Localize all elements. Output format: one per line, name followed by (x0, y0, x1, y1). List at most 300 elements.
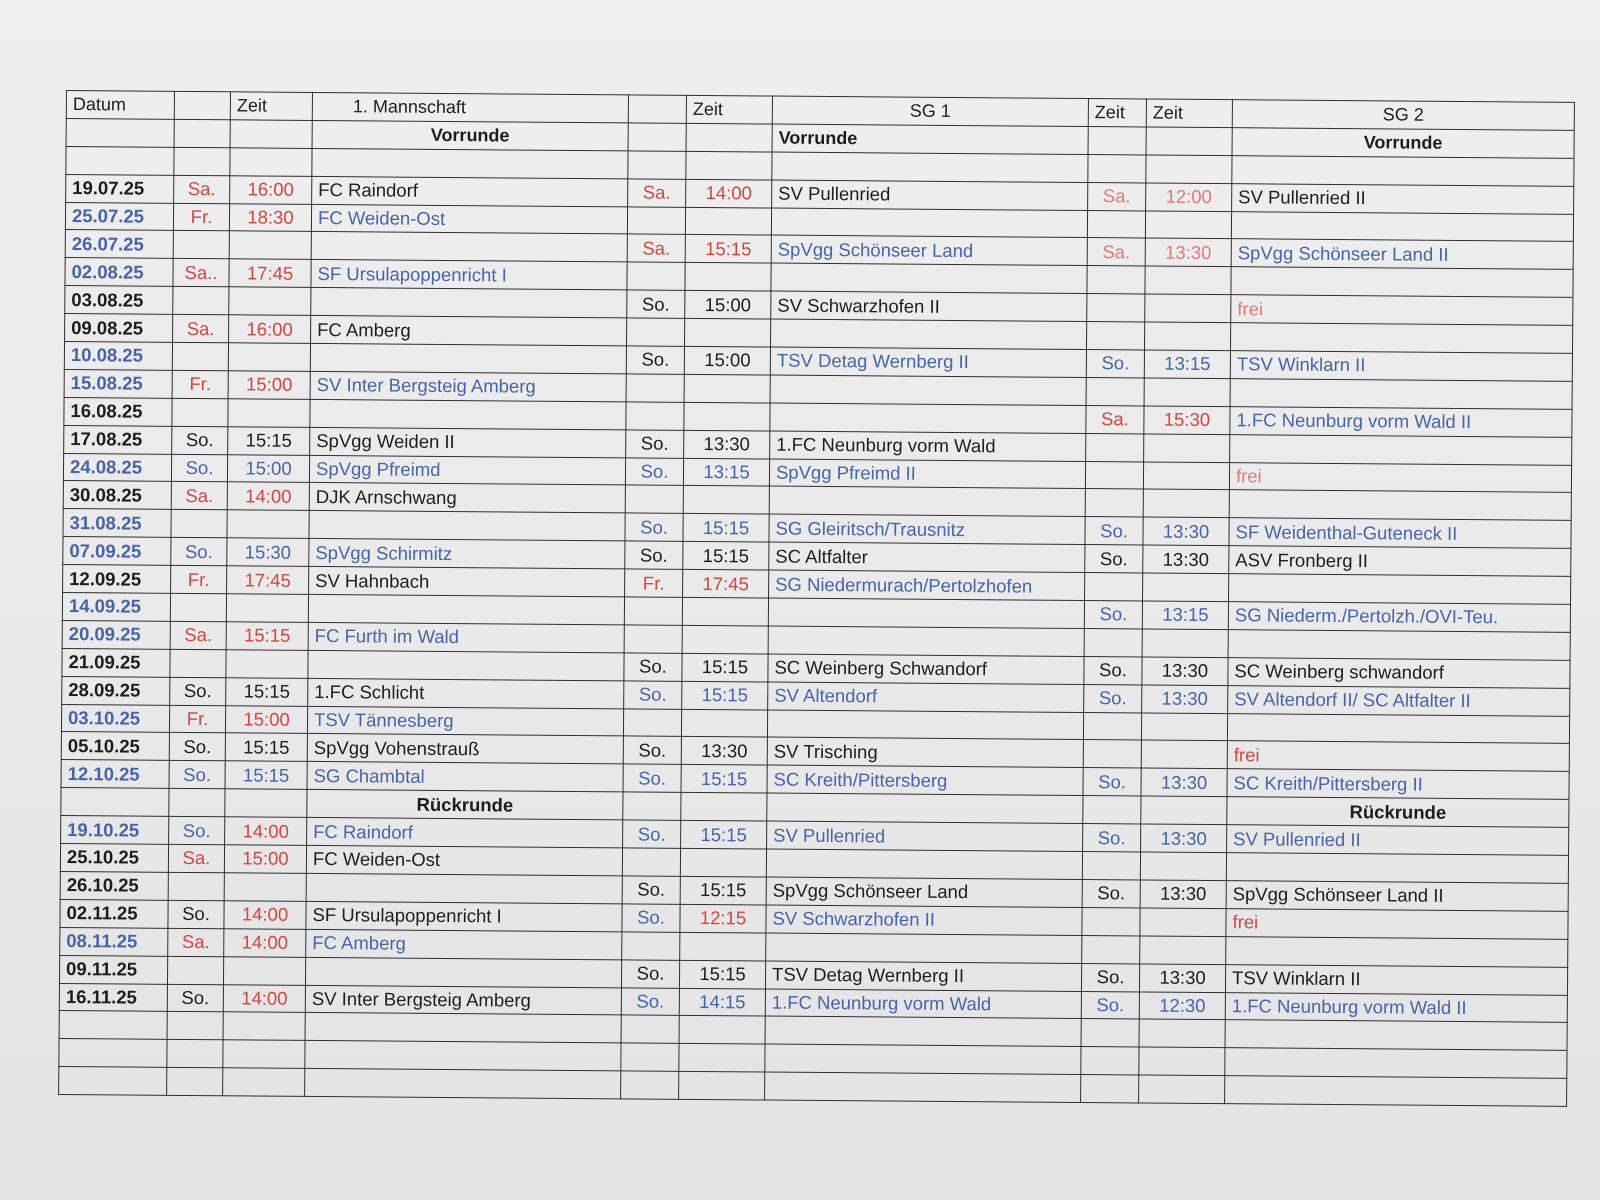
weekday-sg1 (627, 318, 685, 346)
opponent-sg1: SpVgg Schönseer Land (766, 877, 1082, 907)
header-zeit-2: Zeit (686, 95, 772, 124)
opponent-sg2 (1229, 574, 1571, 605)
time-sg1 (683, 486, 769, 515)
time-sg1: 15:15 (681, 821, 767, 850)
weekday-sg1 (626, 402, 684, 430)
opponent-sg1: 1.FC Neunburg vorm Wald (770, 431, 1086, 461)
time-1: 14:00 (227, 482, 309, 511)
time-1 (223, 956, 305, 985)
opponent-sg1 (770, 375, 1086, 405)
weekday-1 (170, 593, 226, 621)
weekday-1: Sa. (170, 621, 226, 649)
opponent-sg1: TSV Detag Wernberg II (765, 961, 1081, 991)
opponent-1: SV Inter Bergsteig Amberg (305, 985, 621, 1015)
opponent-1 (311, 232, 627, 262)
opponent-sg1: SV Pullenried (772, 180, 1088, 210)
match-date: 15.08.25 (64, 369, 172, 398)
opponent-1 (306, 873, 622, 903)
weekday-sg1: Fr. (625, 569, 683, 597)
weekday-sg1: So. (621, 960, 679, 988)
opponent-sg2: SC Weinberg schwandorf (1228, 657, 1570, 688)
time-sg1 (685, 263, 771, 292)
opponent-sg1 (771, 319, 1087, 349)
weekday-sg2: So. (1084, 656, 1142, 684)
weekday-sg2: So. (1086, 350, 1144, 378)
weekday-1: Sa. (171, 482, 227, 510)
opponent-sg2: SC Kreith/Pittersberg II (1227, 769, 1569, 800)
opponent-sg2: frei (1227, 741, 1569, 772)
time-sg2: 13:30 (1141, 824, 1227, 853)
opponent-sg1: SpVgg Pfreimd II (769, 459, 1085, 489)
weekday-sg2: So. (1081, 963, 1139, 991)
match-date: 16.11.25 (59, 983, 167, 1012)
weekday-1: So. (171, 454, 227, 482)
opponent-sg2 (1227, 713, 1569, 744)
weekday-sg1: So. (625, 457, 683, 485)
weekday-sg1: So. (623, 764, 681, 792)
opponent-1: SG Chambtal (307, 762, 623, 792)
weekday-sg2: So. (1085, 545, 1143, 573)
weekday-1: Sa. (173, 314, 229, 342)
match-date: 12.10.25 (61, 760, 169, 789)
time-sg2 (1140, 908, 1226, 937)
weekday-1: Sa. (168, 928, 224, 956)
header-mannschaft (312, 92, 628, 122)
time-sg1 (684, 374, 770, 403)
rueckrunde-label-sg2: Rückrunde (1227, 797, 1569, 828)
rueckrunde-label-1: Rückrunde (307, 790, 623, 820)
weekday-sg1 (624, 625, 682, 653)
time-1 (226, 650, 308, 679)
match-date: 02.11.25 (60, 899, 168, 928)
weekday-sg2: So. (1083, 824, 1141, 852)
opponent-sg2: ASV Fronberg II (1229, 546, 1571, 577)
match-date: 26.07.25 (65, 230, 173, 259)
opponent-sg1: SV Altendorf (768, 682, 1084, 712)
weekday-1: Sa.. (173, 259, 229, 287)
match-date: 20.09.25 (62, 620, 170, 649)
weekday-1: So. (169, 733, 225, 761)
weekday-sg2: Sa. (1088, 182, 1146, 210)
opponent-1 (308, 594, 624, 624)
opponent-sg1: SV Schwarzhofen II (766, 905, 1082, 935)
match-date: 05.10.25 (61, 732, 169, 761)
time-sg2: 15:30 (1144, 406, 1230, 435)
opponent-sg2: frei (1226, 908, 1568, 939)
weekday-1: So. (167, 984, 223, 1012)
weekday-1 (172, 398, 228, 426)
opponent-sg2: SG Niederm./Pertolzh./OVI-Teu. (1228, 602, 1570, 633)
time-sg2 (1143, 573, 1229, 602)
opponent-1: FC Weiden-Ost (311, 204, 627, 234)
time-sg1: 12:15 (680, 904, 766, 933)
time-1 (227, 510, 309, 539)
weekday-sg2 (1084, 628, 1142, 656)
time-sg1: 15:00 (684, 346, 770, 375)
match-date: 08.11.25 (60, 927, 168, 956)
opponent-1 (310, 343, 626, 373)
time-sg2: 13:30 (1143, 517, 1229, 546)
weekday-1 (172, 342, 228, 370)
opponent-sg1 (769, 487, 1085, 517)
time-sg1 (684, 402, 770, 431)
opponent-sg1: SC Weinberg Schwandorf (768, 654, 1084, 684)
opponent-sg1: TSV Detag Wernberg II (770, 347, 1086, 377)
opponent-1 (310, 399, 626, 429)
time-sg2 (1141, 740, 1227, 769)
time-sg2: 13:30 (1143, 545, 1229, 574)
time-1: 18:30 (229, 203, 311, 232)
time-sg2: 13:30 (1142, 657, 1228, 686)
time-1: 17:45 (229, 259, 311, 288)
match-date: 26.10.25 (60, 871, 168, 900)
time-sg2: 13:15 (1142, 601, 1228, 630)
weekday-1: So. (172, 426, 228, 454)
opponent-1: FC Raindorf (312, 176, 628, 206)
match-date: 09.11.25 (59, 955, 167, 984)
opponent-sg1: SC Altfalter (769, 542, 1085, 572)
opponent-1 (311, 288, 627, 318)
time-1 (229, 287, 311, 316)
time-1: 15:15 (225, 733, 307, 762)
time-sg2 (1142, 629, 1228, 658)
time-sg1: 17:45 (683, 569, 769, 598)
weekday-sg1: Sa. (628, 179, 686, 207)
weekday-sg1: So. (623, 820, 681, 848)
opponent-sg1 (771, 263, 1087, 293)
weekday-sg2 (1086, 322, 1144, 350)
time-sg1: 14:00 (686, 179, 772, 208)
header-zeit-4: Zeit (1146, 99, 1232, 128)
weekday-1 (170, 649, 226, 677)
time-sg2: 13:30 (1141, 768, 1227, 797)
opponent-sg1: SV Schwarzhofen II (771, 291, 1087, 321)
opponent-sg2 (1226, 853, 1568, 884)
weekday-sg2 (1087, 266, 1145, 294)
weekday-sg1 (622, 932, 680, 960)
weekday-sg1 (626, 374, 684, 402)
time-sg2: 13:30 (1139, 964, 1225, 993)
opponent-sg2: SV Pullenried II (1227, 825, 1569, 856)
match-date: 30.08.25 (63, 481, 171, 510)
weekday-sg1 (627, 206, 685, 234)
opponent-sg2: TSV Winklarn II (1230, 351, 1572, 382)
time-sg2 (1140, 852, 1226, 881)
match-date: 24.08.25 (63, 453, 171, 482)
match-date: 21.09.25 (62, 648, 170, 677)
weekday-1: So. (170, 677, 226, 705)
match-date: 25.10.25 (60, 844, 168, 873)
opponent-sg1 (766, 933, 1082, 963)
opponent-sg1: SG Gleiritsch/Trausnitz (769, 514, 1085, 544)
time-sg2 (1143, 462, 1229, 491)
weekday-sg2 (1082, 852, 1140, 880)
match-date: 09.08.25 (65, 314, 173, 343)
time-1: 15:00 (228, 371, 310, 400)
time-sg1 (685, 207, 771, 236)
time-sg1 (680, 932, 766, 961)
fixture-table (58, 90, 1575, 1107)
time-sg1: 15:15 (682, 653, 768, 682)
header-datum: Datum (66, 91, 174, 120)
time-1: 15:15 (226, 677, 308, 706)
match-date: 31.08.25 (63, 509, 171, 538)
opponent-1: FC Amberg (311, 316, 627, 346)
time-sg2 (1145, 294, 1231, 323)
match-date: 28.09.25 (62, 676, 170, 705)
weekday-sg2: Sa. (1087, 238, 1145, 266)
opponent-1: FC Amberg (306, 929, 622, 959)
vorrunde-label-sg1: Vorrunde (772, 124, 1088, 154)
weekday-sg2: So. (1082, 879, 1140, 907)
opponent-sg2 (1230, 434, 1572, 465)
weekday-1 (173, 231, 229, 259)
weekday-sg1 (622, 848, 680, 876)
match-date: 02.08.25 (65, 258, 173, 287)
opponent-sg2 (1230, 323, 1572, 354)
time-sg1 (681, 709, 767, 738)
opponent-sg1 (771, 208, 1087, 238)
time-sg2 (1145, 266, 1231, 295)
opponent-sg1: 1.FC Neunburg vorm Wald (765, 989, 1081, 1019)
time-1: 16:00 (229, 315, 311, 344)
time-1 (224, 873, 306, 902)
opponent-sg1: SC Kreith/Pittersberg (767, 765, 1083, 795)
opponent-1: SF Ursulapoppenricht I (306, 901, 622, 931)
time-sg2: 13:15 (1144, 350, 1230, 379)
time-sg2 (1143, 489, 1229, 518)
weekday-sg2: So. (1085, 517, 1143, 545)
opponent-sg2: SV Pullenried II (1232, 183, 1574, 214)
weekday-sg2: So. (1084, 684, 1142, 712)
time-sg1 (685, 318, 771, 347)
weekday-1: Sa. (174, 175, 230, 203)
weekday-1: So. (168, 900, 224, 928)
weekday-1: Fr. (172, 370, 228, 398)
time-sg2 (1145, 211, 1231, 240)
time-sg2 (1140, 936, 1226, 965)
weekday-sg2 (1082, 907, 1140, 935)
opponent-sg2: 1.FC Neunburg vorm Wald II (1225, 992, 1567, 1023)
weekday-sg1 (625, 485, 683, 513)
opponent-sg2: 1.FC Neunburg vorm Wald II (1230, 406, 1572, 437)
time-sg1: 13:30 (684, 430, 770, 459)
time-sg1: 15:15 (685, 235, 771, 264)
opponent-sg1 (770, 403, 1086, 433)
time-1: 14:00 (225, 817, 307, 846)
time-1: 14:00 (224, 901, 306, 930)
match-date: 07.09.25 (63, 537, 171, 566)
time-1: 15:00 (224, 845, 306, 874)
weekday-1 (167, 956, 223, 984)
weekday-1: So. (169, 816, 225, 844)
match-date: 12.09.25 (63, 565, 171, 594)
opponent-sg2: SpVgg Schönseer Land II (1226, 881, 1568, 912)
weekday-sg2: Sa. (1086, 405, 1144, 433)
weekday-sg1: So. (624, 653, 682, 681)
time-1 (228, 399, 310, 428)
weekday-sg2: So. (1081, 991, 1139, 1019)
opponent-sg2 (1229, 490, 1571, 521)
time-sg1: 13:30 (681, 737, 767, 766)
opponent-sg2 (1231, 267, 1573, 298)
header-mannschaft-label: 1. Mannschaft (352, 96, 467, 118)
opponent-sg1: SV Trisching (767, 738, 1083, 768)
weekday-1: Sa. (168, 844, 224, 872)
opponent-1: FC Furth im Wald (308, 622, 624, 652)
time-sg1: 14:15 (679, 988, 765, 1017)
weekday-sg1: So. (622, 904, 680, 932)
opponent-sg1 (768, 626, 1084, 656)
time-1: 15:15 (228, 426, 310, 455)
opponent-sg1 (766, 849, 1082, 879)
weekday-sg2: So. (1083, 768, 1141, 796)
time-1: 15:30 (227, 538, 309, 567)
weekday-sg1: So. (625, 541, 683, 569)
opponent-1 (305, 957, 621, 987)
time-sg1: 15:00 (685, 291, 771, 320)
weekday-sg1: So. (626, 346, 684, 374)
weekday-sg2 (1083, 712, 1141, 740)
time-1: 17:45 (227, 566, 309, 595)
opponent-1 (308, 650, 624, 680)
time-1: 15:00 (227, 454, 309, 483)
weekday-1: Fr. (171, 565, 227, 593)
time-sg1 (682, 597, 768, 626)
weekday-sg2 (1087, 294, 1145, 322)
time-1: 15:15 (226, 622, 308, 651)
match-date: 17.08.25 (64, 425, 172, 454)
time-1 (229, 231, 311, 260)
time-1: 14:00 (223, 984, 305, 1013)
opponent-1: SpVgg Schirmitz (309, 539, 625, 569)
time-sg1 (680, 848, 766, 877)
opponent-1: SpVgg Pfreimd (309, 455, 625, 485)
weekday-sg1 (624, 597, 682, 625)
weekday-1 (173, 287, 229, 315)
weekday-sg1: So. (621, 987, 679, 1015)
time-sg1: 13:15 (683, 458, 769, 487)
opponent-sg1 (767, 710, 1083, 740)
weekday-sg1: So. (624, 681, 682, 709)
weekday-sg1: So. (623, 736, 681, 764)
opponent-sg1: SG Niedermurach/Pertolzhofen (769, 570, 1085, 600)
time-sg2 (1144, 434, 1230, 463)
weekday-sg2 (1086, 433, 1144, 461)
time-1: 14:00 (224, 928, 306, 957)
opponent-sg2: frei (1229, 462, 1571, 493)
opponent-sg2 (1228, 630, 1570, 661)
weekday-1: Fr. (169, 705, 225, 733)
time-1: 15:00 (225, 705, 307, 734)
weekday-sg1: So. (622, 876, 680, 904)
match-date: 10.08.25 (64, 342, 172, 371)
opponent-1: SpVgg Weiden II (310, 427, 626, 457)
opponent-sg2: SpVgg Schönseer Land II (1231, 239, 1573, 270)
weekday-sg2 (1087, 210, 1145, 238)
opponent-sg2 (1226, 936, 1568, 967)
time-sg1: 15:15 (682, 681, 768, 710)
weekday-1 (171, 510, 227, 538)
time-sg2: 13:30 (1142, 685, 1228, 714)
weekday-sg2 (1086, 377, 1144, 405)
time-sg1: 15:15 (681, 765, 767, 794)
weekday-sg2: So. (1084, 601, 1142, 629)
weekday-sg1: So. (626, 430, 684, 458)
match-date: 19.10.25 (61, 816, 169, 845)
time-1: 15:15 (225, 761, 307, 790)
opponent-1: SF Ursulapoppenricht I (311, 260, 627, 290)
weekday-sg2 (1085, 489, 1143, 517)
match-date: 25.07.25 (65, 202, 173, 231)
weekday-sg2 (1085, 573, 1143, 601)
header-sg2: SG 2 (1232, 100, 1574, 131)
opponent-sg2: SF Weidenthal-Guteneck II (1229, 518, 1571, 549)
opponent-sg2: frei (1231, 295, 1573, 326)
opponent-sg1 (768, 598, 1084, 628)
opponent-sg2 (1230, 379, 1572, 410)
weekday-sg2 (1083, 740, 1141, 768)
time-1 (228, 343, 310, 372)
header-zeit-1: Zeit (230, 92, 312, 121)
match-date: 03.10.25 (61, 704, 169, 733)
time-1: 16:00 (230, 175, 312, 204)
weekday-sg1 (623, 708, 681, 736)
opponent-sg2: TSV Winklarn II (1225, 964, 1567, 995)
opponent-sg1: SV Pullenried (767, 821, 1083, 851)
weekday-1: Fr. (173, 203, 229, 231)
match-date: 16.08.25 (64, 397, 172, 426)
match-date: 14.09.25 (62, 593, 170, 622)
opponent-1: TSV Tännesberg (307, 706, 623, 736)
weekday-sg2 (1082, 935, 1140, 963)
time-1 (226, 594, 308, 623)
time-sg1: 15:15 (683, 514, 769, 543)
match-date: 03.08.25 (65, 286, 173, 315)
time-sg2 (1141, 713, 1227, 742)
opponent-1: 1.FC Schlicht (308, 678, 624, 708)
weekday-1: So. (171, 538, 227, 566)
weekday-sg1: So. (627, 290, 685, 318)
opponent-sg1: SpVgg Schönseer Land (771, 235, 1087, 265)
weekday-sg2 (1085, 461, 1143, 489)
time-sg2: 12:00 (1146, 183, 1232, 212)
time-sg2 (1144, 322, 1230, 351)
opponent-1: SV Inter Bergsteig Amberg (310, 371, 626, 401)
weekday-sg1 (627, 262, 685, 290)
time-sg2: 12:30 (1139, 991, 1225, 1020)
weekday-1 (168, 872, 224, 900)
time-sg1: 15:15 (680, 876, 766, 905)
vorrunde-label-1: Vorrunde (312, 120, 628, 150)
opponent-1: SV Hahnbach (309, 567, 625, 597)
header-zeit-3: Zeit (1088, 99, 1146, 127)
time-sg2: 13:30 (1140, 880, 1226, 909)
opponent-sg2: SV Altendorf II/ SC Altfalter II (1228, 685, 1570, 716)
weekday-1: So. (169, 761, 225, 789)
weekday-sg1: So. (625, 513, 683, 541)
time-sg1 (682, 625, 768, 654)
opponent-1: FC Raindorf (307, 818, 623, 848)
time-sg2 (1144, 378, 1230, 407)
time-sg1: 15:15 (683, 542, 769, 571)
opponent-sg2 (1231, 211, 1573, 242)
opponent-1: SpVgg Vohenstrauß (307, 734, 623, 764)
opponent-1: DJK Arnschwang (309, 483, 625, 513)
weekday-sg1: Sa. (627, 234, 685, 262)
opponent-1 (309, 511, 625, 541)
header-sg1: SG 1 (772, 96, 1088, 126)
